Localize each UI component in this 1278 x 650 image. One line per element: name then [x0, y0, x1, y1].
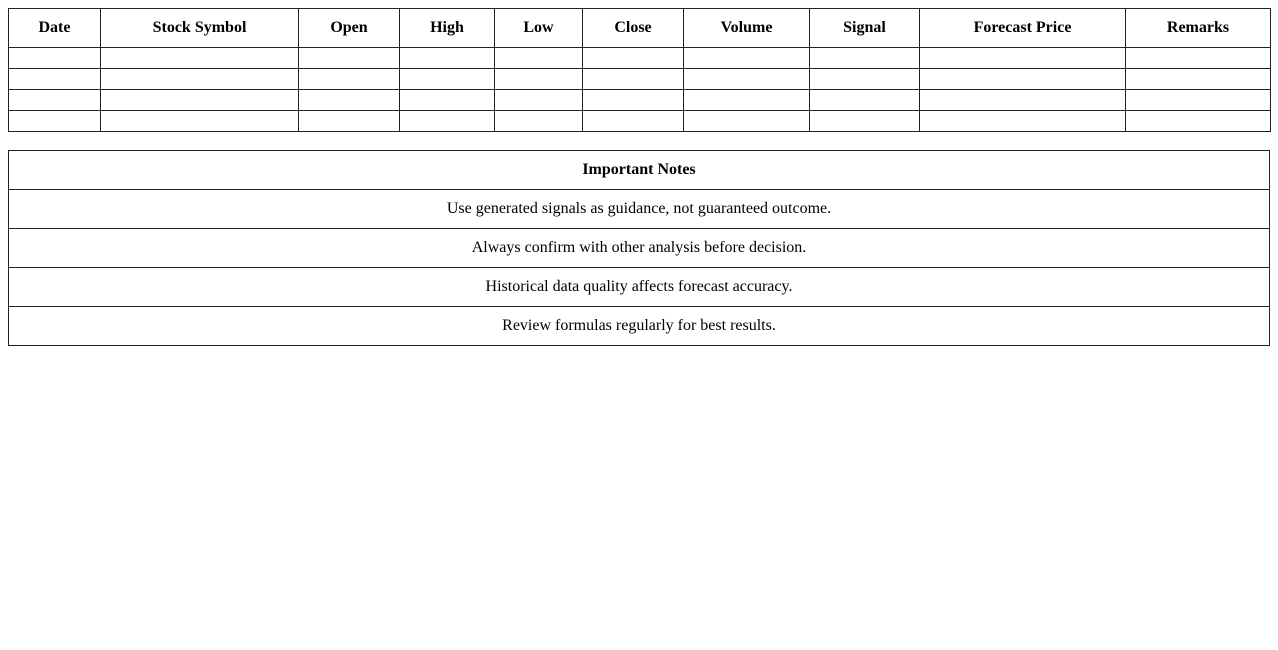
- notes-table: [8, 150, 1270, 346]
- column-header-remarks: Remarks: [1126, 9, 1271, 48]
- table-cell[interactable]: [400, 69, 495, 90]
- table-cell[interactable]: [495, 90, 583, 111]
- table-cell[interactable]: [583, 111, 684, 132]
- table-cell[interactable]: [810, 69, 920, 90]
- table-cell[interactable]: [920, 90, 1126, 111]
- note-row: [9, 190, 1270, 229]
- table-cell[interactable]: [684, 48, 810, 69]
- column-header-open: Open: [299, 9, 400, 48]
- table-cell[interactable]: [299, 90, 400, 111]
- table-cell[interactable]: [920, 111, 1126, 132]
- table-cell[interactable]: [101, 48, 299, 69]
- table-cell[interactable]: [101, 90, 299, 111]
- note-text: Use generated signals as guidance, not guaranteed outcome.: [9, 190, 1270, 229]
- table-cell[interactable]: [101, 111, 299, 132]
- table-row: [9, 90, 1271, 111]
- table-cell[interactable]: [583, 69, 684, 90]
- notes-title: Important Notes: [9, 151, 1270, 190]
- table-cell[interactable]: [583, 48, 684, 69]
- table-cell[interactable]: [810, 48, 920, 69]
- table-cell[interactable]: [400, 111, 495, 132]
- stock-table-body: [9, 48, 1271, 132]
- table-cell[interactable]: [400, 48, 495, 69]
- table-cell[interactable]: [9, 48, 101, 69]
- table-cell[interactable]: [495, 48, 583, 69]
- column-header-low: Low: [495, 9, 583, 48]
- note-row: [9, 229, 1270, 268]
- note-text: Historical data quality affects forecast accuracy.: [9, 268, 1270, 307]
- stock-table-header-row: [9, 9, 1271, 48]
- column-header-date: Date: [9, 9, 101, 48]
- column-header-close: Close: [583, 9, 684, 48]
- table-cell[interactable]: [299, 69, 400, 90]
- table-row: [9, 48, 1271, 69]
- table-cell[interactable]: [1126, 69, 1271, 90]
- table-cell[interactable]: [9, 69, 101, 90]
- table-cell[interactable]: [299, 48, 400, 69]
- table-cell[interactable]: [299, 111, 400, 132]
- table-cell[interactable]: [810, 111, 920, 132]
- table-row: [9, 111, 1271, 132]
- column-header-volume: Volume: [684, 9, 810, 48]
- table-cell[interactable]: [1126, 90, 1271, 111]
- note-text: Review formulas regularly for best results.: [9, 307, 1270, 346]
- stock-table: [8, 8, 1271, 132]
- table-cell[interactable]: [684, 111, 810, 132]
- table-cell[interactable]: [400, 90, 495, 111]
- table-cell[interactable]: [495, 69, 583, 90]
- table-cell[interactable]: [9, 111, 101, 132]
- note-text: Always confirm with other analysis before decision.: [9, 229, 1270, 268]
- table-cell[interactable]: [684, 69, 810, 90]
- table-cell[interactable]: [920, 69, 1126, 90]
- note-row: [9, 307, 1270, 346]
- table-cell[interactable]: [495, 111, 583, 132]
- notes-header-row: [9, 151, 1270, 190]
- table-cell[interactable]: [920, 48, 1126, 69]
- column-header-signal: Signal: [810, 9, 920, 48]
- note-row: [9, 268, 1270, 307]
- column-header-stock-symbol: Stock Symbol: [101, 9, 299, 48]
- table-cell[interactable]: [1126, 111, 1271, 132]
- column-header-high: High: [400, 9, 495, 48]
- table-cell[interactable]: [101, 69, 299, 90]
- table-cell[interactable]: [810, 90, 920, 111]
- table-row: [9, 69, 1271, 90]
- table-cell[interactable]: [1126, 48, 1271, 69]
- column-header-forecast-price: Forecast Price: [920, 9, 1126, 48]
- table-cell[interactable]: [684, 90, 810, 111]
- table-cell[interactable]: [583, 90, 684, 111]
- table-cell[interactable]: [9, 90, 101, 111]
